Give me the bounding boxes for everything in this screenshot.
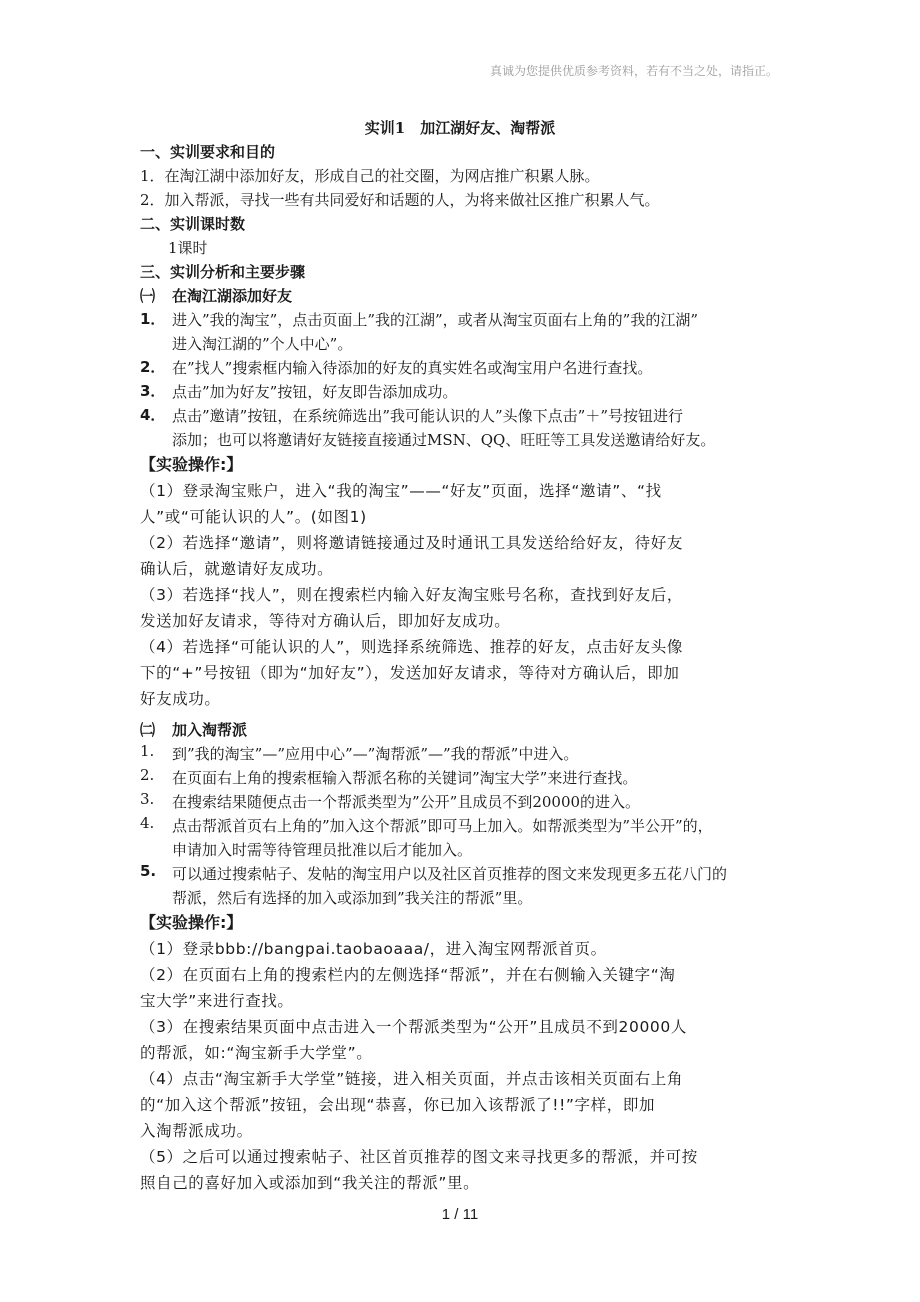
step-text: 到”我的淘宝”—”应用中心”—”淘帮派”—”我的帮派”中进入。 <box>172 745 579 763</box>
subsection-1-title: 在淘江湖添加好友 <box>172 287 293 305</box>
step-item <box>140 308 785 356</box>
subsection-2-heading <box>140 718 785 742</box>
section-2-heading: 二、实训课时数 <box>140 215 246 233</box>
step-number: 1. <box>140 742 155 760</box>
step-text: 点击”加为好友”按钮，好友即告添加成功。 <box>172 383 458 401</box>
step-item <box>140 862 785 910</box>
step-text: 添加；也可以将邀请好友链接直接通过MSN、QQ、旺旺等工具发送邀请给好友。 <box>172 431 716 449</box>
step-text: 进入淘江湖的”个人中心”。 <box>172 335 353 353</box>
step-number: 5. <box>140 862 157 880</box>
section-1-heading: 一、实训要求和目的 <box>140 143 276 161</box>
section-3-heading: 三、实训分析和主要步骤 <box>140 263 306 281</box>
step-text: 点击帮派首页右上角的”加入这个帮派”即可马上加入。如帮派类型为”半公开”的， <box>172 817 713 835</box>
step-number: 3. <box>140 790 155 808</box>
ops-line: （3）在搜索结果页面中点击进入一个帮派类型为“公开”且成员不到20000人 <box>140 1018 687 1036</box>
section-1-item: 2．加入帮派，寻找一些有共同爱好和话题的人，为将来做社区推广积累人气。 <box>140 191 660 209</box>
step-number: 3． <box>140 382 166 400</box>
step-item <box>140 404 785 452</box>
step-text: 申请加入时需等待管理员批准以后才能加入。 <box>172 841 473 859</box>
ops-line: 宝大学”来进行查找。 <box>140 992 294 1010</box>
ops-line: 发送加好友请求，等待对方确认后，即加好友成功。 <box>140 612 511 630</box>
ops-line: 的帮派，如:“淘宝新手大学堂”。 <box>140 1044 373 1062</box>
step-number: 4． <box>140 406 166 424</box>
ops-line: （3）若选择“找人”，则在搜索栏内输入好友淘宝账号名称，查找到好友后， <box>140 586 683 604</box>
step-item <box>140 356 785 380</box>
step-text: 在搜索结果随便点击一个帮派类型为”公开”且成员不到20000的进入。 <box>172 793 641 811</box>
step-item <box>140 742 785 766</box>
step-text: 点击”邀请”按钮，在系统筛选出”我可能认识的人”头像下点击”＋”号按钮进行 <box>172 407 684 425</box>
header-note: 真诚为您提供优质参考资料，若有不当之处，请指正。 <box>489 64 778 78</box>
step-number: 4. <box>140 814 155 832</box>
step-text: 可以通过搜索帖子、发帖的淘宝用户以及社区首页推荐的图文来发现更多五花八门的 <box>172 865 728 883</box>
subsection-2-title: 加入淘帮派 <box>172 721 248 739</box>
ops-heading: 【实验操作:】 <box>140 455 243 474</box>
step-text: 在”找人”搜索框内输入待添加的好友的真实姓名或淘宝用户名进行查找。 <box>172 359 653 377</box>
ops-line: 确认后，就邀请好友成功。 <box>140 560 334 578</box>
step-item <box>140 766 785 790</box>
subsection-1-number: ㈠ <box>140 287 156 305</box>
ops-heading: 【实验操作:】 <box>140 913 243 932</box>
page-number: 1 / 11 <box>441 1206 479 1223</box>
ops-line: （4）点击“淘宝新手大学堂”链接，进入相关页面，并点击该相关页面右上角 <box>140 1070 683 1088</box>
ops-line: 照自己的喜好加入或添加到“我关注的帮派”里。 <box>140 1174 480 1192</box>
document-title: 实训1 加江湖好友、淘帮派 <box>364 119 556 137</box>
ops-line: （2）若选择“邀请”，则将邀请链接通过及时通讯工具发送给给好友，待好友 <box>140 534 683 552</box>
step-number: 2. <box>140 766 155 784</box>
ops-line: （2）在页面右上角的搜索栏内的左侧选择“帮派”，并在右侧输入关键字“淘 <box>140 966 676 984</box>
ops-line: （5）之后可以通过搜索帖子、社区首页推荐的图文来寻找更多的帮派，并可按 <box>140 1148 698 1166</box>
section-1-item: 1．在淘江湖中添加好友，形成自己的社交圈，为网店推广积累人脉。 <box>140 167 600 185</box>
step-text: 进入”我的淘宝”，点击页面上”我的江湖”，或者从淘宝页面右上角的”我的江湖” <box>172 311 699 329</box>
section-3-b <box>140 718 785 1196</box>
step-text: 帮派，然后有选择的加入或添加到”我关注的帮派”里。 <box>172 889 533 907</box>
ops-line: 的“加入这个帮派”按钮，会出现“恭喜，你已加入该帮派了!!”字样，即加 <box>140 1096 656 1114</box>
subsection-2-number: ㈡ <box>140 721 156 739</box>
subsection-1-heading <box>140 284 785 308</box>
section-1-to-3-a <box>140 140 785 712</box>
ops-line: 人”或“可能认识的人”。(如图1) <box>140 508 367 526</box>
ops-line: 入淘帮派成功。 <box>140 1122 253 1140</box>
ops-line: （4）若选择“可能认识的人”，则选择系统筛选、推荐的好友，点击好友头像 <box>140 638 683 656</box>
ops-line: 下的“+”号按钮（即为“加好友”），发送加好友请求，等待对方确认后，即加 <box>140 664 680 682</box>
ops-line: 好友成功。 <box>140 690 221 708</box>
class-hours: 1课时 <box>168 239 208 257</box>
ops-line: （1）登录bbb://bangpai.taobaoaaa/，进入淘宝网帮派首页。 <box>140 940 607 958</box>
step-item <box>140 380 785 404</box>
ops-line: （1）登录淘宝账户，进入“我的淘宝”——“好友”页面，选择“邀请”、“找 <box>140 482 662 500</box>
step-item <box>140 814 785 862</box>
step-item <box>140 790 785 814</box>
step-number: 2． <box>140 358 166 376</box>
step-number: 1． <box>140 310 166 328</box>
step-text: 在页面右上角的搜索框输入帮派名称的关键词”淘宝大学”来进行查找。 <box>172 769 638 787</box>
